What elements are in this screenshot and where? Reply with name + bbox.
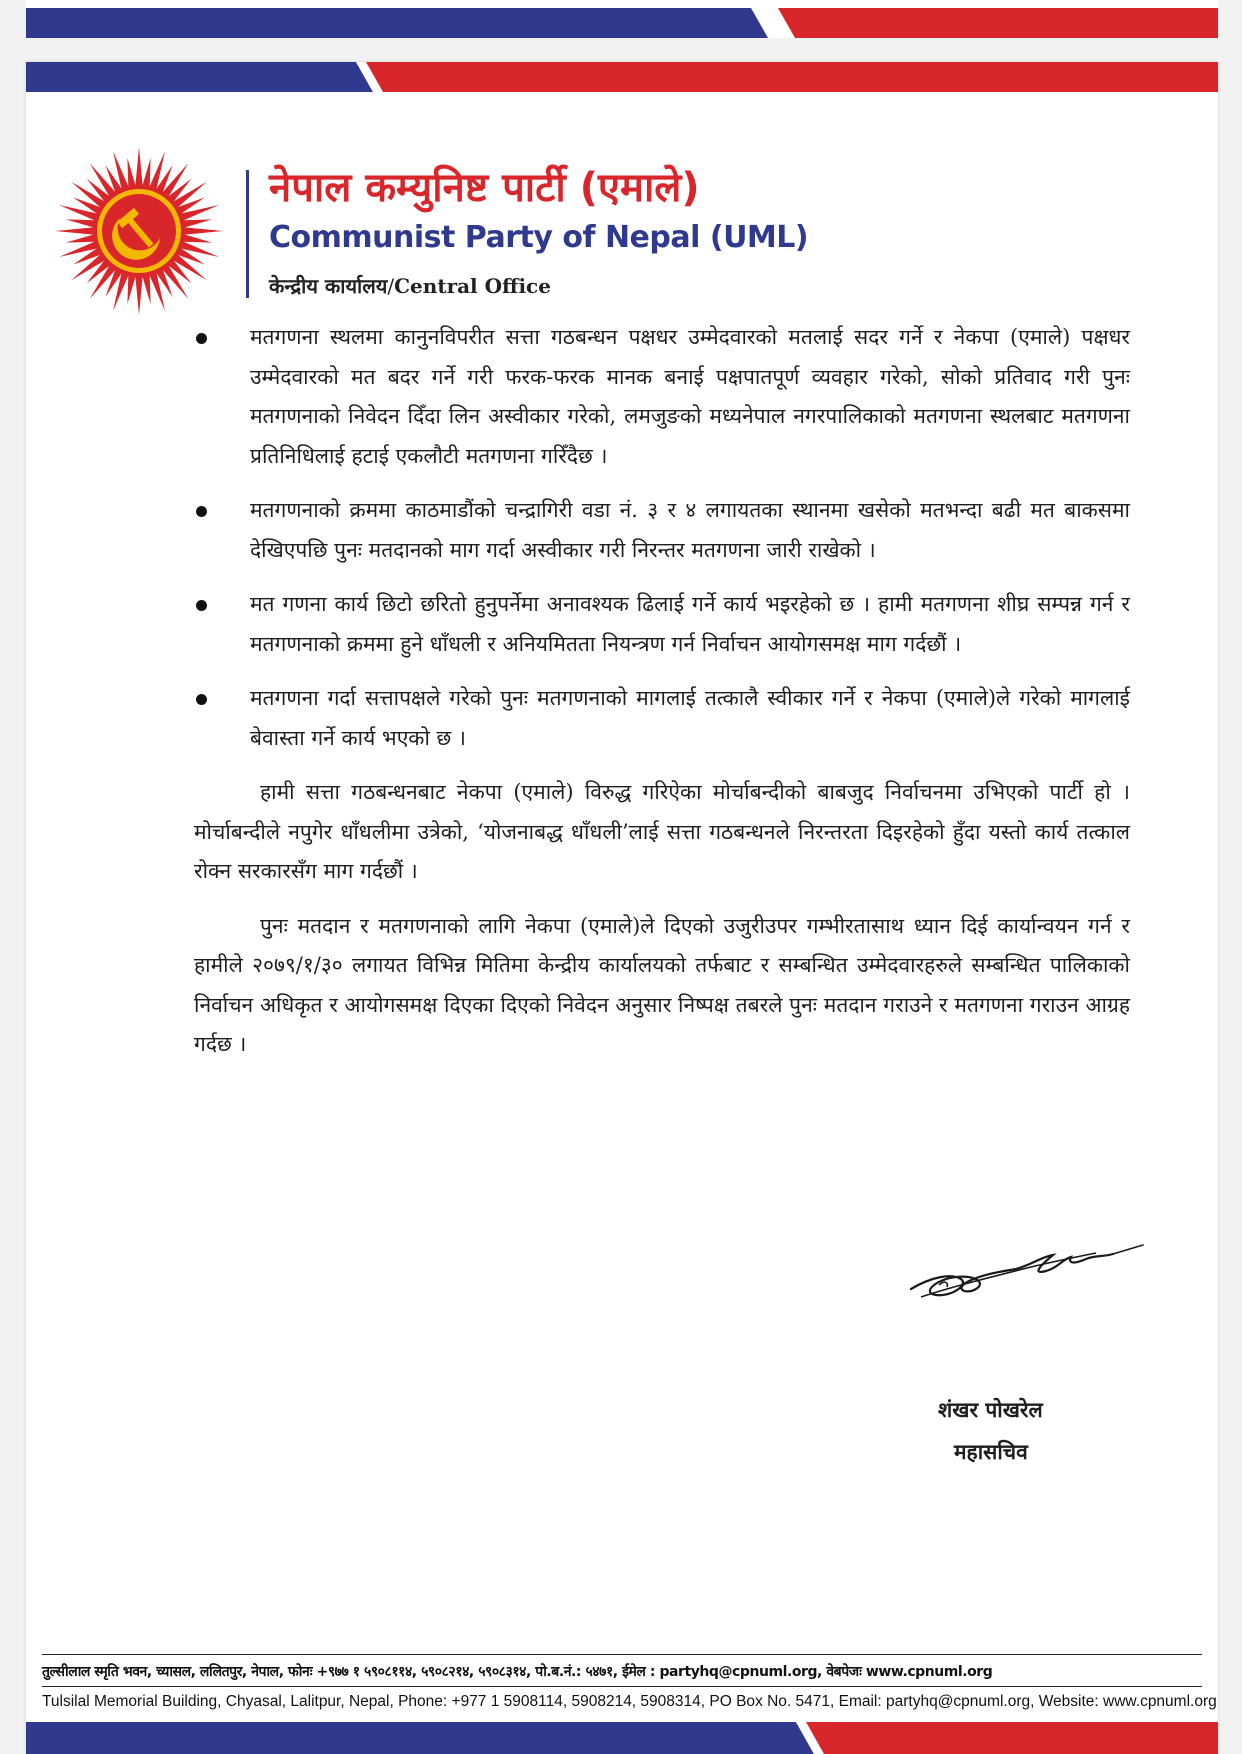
bullet-item (194, 318, 1130, 476)
letter-body (194, 318, 1130, 1080)
bullet-item (194, 585, 1130, 664)
footer-address-nepali: तुल्सीलाल स्मृति भवन, च्यासल, ललितपुर, नेपाल, फोनः +९७७ १ ५९०८११४, ५९०८२१४, ५९०८३१४, पो.ब.नं.: ५४७१, ईमेल : partyhq@cpnuml.org, वेबपेजः www.cpnuml.org (42, 1664, 993, 1680)
previous-page-footer-band (26, 8, 1218, 38)
party-name-nepali: नेपाल कम्युनिष्ट पार्टी (एमाले) (269, 165, 700, 211)
footer-divider-top (42, 1654, 1202, 1655)
office-label-separator: / (387, 274, 395, 298)
bullet-dot-icon (196, 506, 207, 517)
footer-divider-middle (42, 1686, 1202, 1687)
footer-color-band (26, 1722, 1218, 1754)
bullet-text: मतगणनाको क्रममा काठमाडौंको चन्द्रागिरी वडा नं. ३ र ४ लगायतका स्थानमा खसेको मतभन्दा बढी मत बाकसमा देखिएपछि पुनः मतदानको माग गर्दा अस्वीकार गरी निरन्तर मतगणना जारी राखेको । (250, 498, 1130, 562)
bullet-dot-icon (196, 600, 207, 611)
body-paragraph: हामी सत्ता गठबन्धनबाट नेकपा (एमाले) विरुद्ध गरिऐका मोर्चाबन्दीको बाबजुद निर्वाचनमा उभिएको पार्टी हो । मोर्चाबन्दीले नपुगेर धाँधलीमा उत्रेको, ‘योजनाबद्ध धाँधली’लाई सत्ता गठबन्धनले निरन्तरता दिइरहेको हुँदा यस्तो कार्य तत्काल रोक्न सरकारसँग माग गर्दछौं । (194, 780, 1130, 883)
bullet-dot-icon (196, 694, 207, 705)
handwritten-signature (881, 1227, 1161, 1327)
footer-address-english: Tulsilal Memorial Building, Chyasal, Lalitpur, Nepal, Phone: +977 1 5908114, 5908214, 5908314, PO Box No. 5471, Email: partyhq@cpnuml.org, Website: www.cpnuml.org (42, 1693, 1217, 1710)
body-paragraph: पुनः मतदान र मतगणनाको लागि नेकपा (एमाले)ले दिएको उजुरीउपर गम्भीरतासाथ ध्यान दिई कार्यान्वयन गर्न र हामीले २०७९/१/३० लगायत विभिन्न मितिमा केन्द्रीय कार्यालयको तर्फबाट र सम्बन्धित उम्मेदवारहरुले सम्बन्धित पालिकाको निर्वाचन अधिकृत र आयोगसमक्ष दिएका दिएको निवेदन अनुसार निष्पक्ष तबरले पुनः मतदान गराउने र मतगणना गराउन आग्रह गर्दछ । (194, 913, 1130, 1056)
party-emblem-icon (54, 146, 224, 316)
office-label-english: Central Office (394, 274, 551, 298)
bullet-text: मतगणना गर्दा सत्तापक्षले गरेको पुनः मतगणनाको मागलाई तत्कालै स्वीकार गर्ने र नेकपा (एमाले)ले गरेको मागलाई बेवास्ता गर्ने कार्य भएको छ । (250, 686, 1130, 750)
party-name-english: Communist Party of Nepal (UML) (269, 220, 809, 255)
letter-page (26, 62, 1218, 1754)
header-divider (246, 170, 249, 298)
header-color-band (26, 62, 1218, 92)
bullet-text: मत गणना कार्य छिटो छरितो हुनुपर्नेमा अनावश्यक ढिलाई गर्ने कार्य भइरहेको छ । हामी मतगणना शीघ्र सम्पन्न गर्न र मतगणनाको क्रममा हुने धाँधली र अनियमितता नियन्त्रण गर्न निर्वाचन आयोगसमक्ष माग गर्दछौं । (250, 592, 1130, 656)
signatory-name: शंखर पोखरेल (938, 1397, 1043, 1422)
office-label (269, 272, 551, 299)
bullet-text: मतगणना स्थलमा कानुनविपरीत सत्ता गठबन्धन पक्षधर उम्मेदवारको मतलाई सदर गर्ने र नेकपा (एमाले) पक्षधर उम्मेदवारको मत बदर गर्ने गरी फरक-फरक मानक बनाई पक्षपातपूर्ण व्यवहार गरेको, सोको प्रतिवाद गरी पुनः मतगणनाको निवेदन दिँदा लिन अस्वीकार गरेको, लमजुङको मध्यनेपाल नगरपालिकाको मतगणना स्थलबाट मतगणना प्रतिनिधिलाई हटाई एकलौटी मतगणना गरिँदैछ । (250, 325, 1130, 468)
bullet-item (194, 491, 1130, 570)
office-label-nepali: केन्द्रीय कार्यालय (269, 274, 388, 298)
bullet-item (194, 679, 1130, 758)
bullet-dot-icon (196, 333, 207, 344)
signatory-title: महासचिव (954, 1439, 1028, 1464)
